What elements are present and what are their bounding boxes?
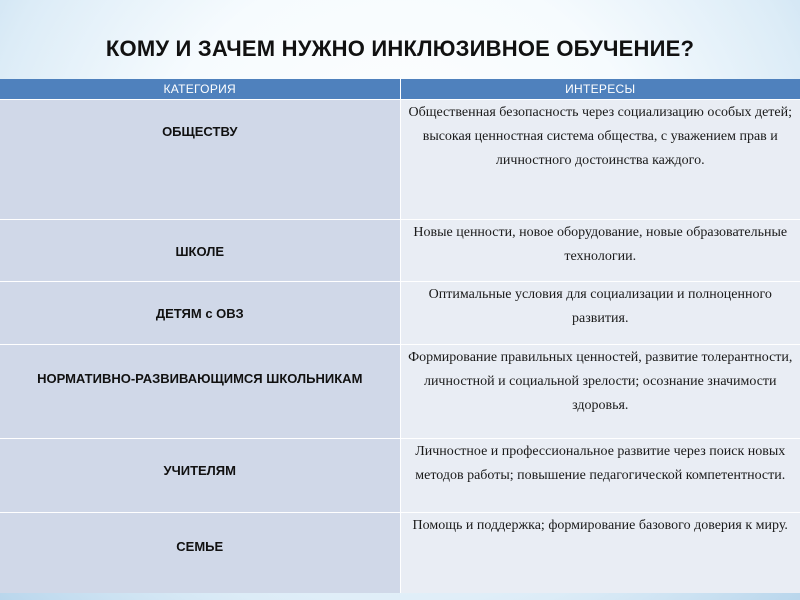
interests-cell [400,282,800,345]
interests-text: Общественная безопасность через социализацию особых детей; высокая ценностная система общества, с уважением прав и личностного достоинства каждого. [408,105,793,168]
table-row [0,100,800,220]
interests-cell [400,220,800,282]
category-cell [0,345,400,439]
interests-table [0,79,800,593]
category-cell [0,282,400,345]
category-cell [0,100,400,220]
category-label: СЕМЬЕ [176,539,224,554]
interests-text: Оптимальные условия для социализации и полноценного развития. [428,287,772,326]
table-row [0,345,800,439]
interests-cell [400,439,800,513]
category-label: ШКОЛЕ [175,244,225,259]
header-interests: ИНТЕРЕСЫ [400,79,800,100]
page-title: КОМУ И ЗАЧЕМ НУЖНО ИНКЛЮЗИВНОЕ ОБУЧЕНИЕ? [105,36,695,61]
category-label: ОБЩЕСТВУ [162,124,238,139]
table-row [0,220,800,282]
category-cell [0,513,400,594]
table-row [0,282,800,345]
category-cell [0,220,400,282]
interests-text: Личностное и профессиональное развитие через поиск новых методов работы; повышение педагогической компетентности. [415,444,786,483]
interests-text: Помощь и поддержка; формирование базового доверия к миру. [412,518,788,533]
table-row [0,439,800,513]
interests-cell [400,100,800,220]
category-label: УЧИТЕЛЯМ [163,463,236,478]
table-header-row [0,79,800,100]
category-cell [0,439,400,513]
category-label: ДЕТЯМ с ОВЗ [155,306,244,321]
header-category: КАТЕГОРИЯ [0,79,400,100]
interests-cell [400,345,800,439]
interests-text: Формирование правильных ценностей, развитие толерантности, личностной и социальной зрелости; осознание значимости здоровья. [408,350,793,413]
category-label: НОРМАТИВНО-РАЗВИВАЮЩИМСЯ ШКОЛЬНИКАМ [37,371,363,386]
interests-cell [400,513,800,594]
interests-text: Новые ценности, новое оборудование, новые образовательные технологии. [413,225,788,264]
table-row [0,513,800,594]
